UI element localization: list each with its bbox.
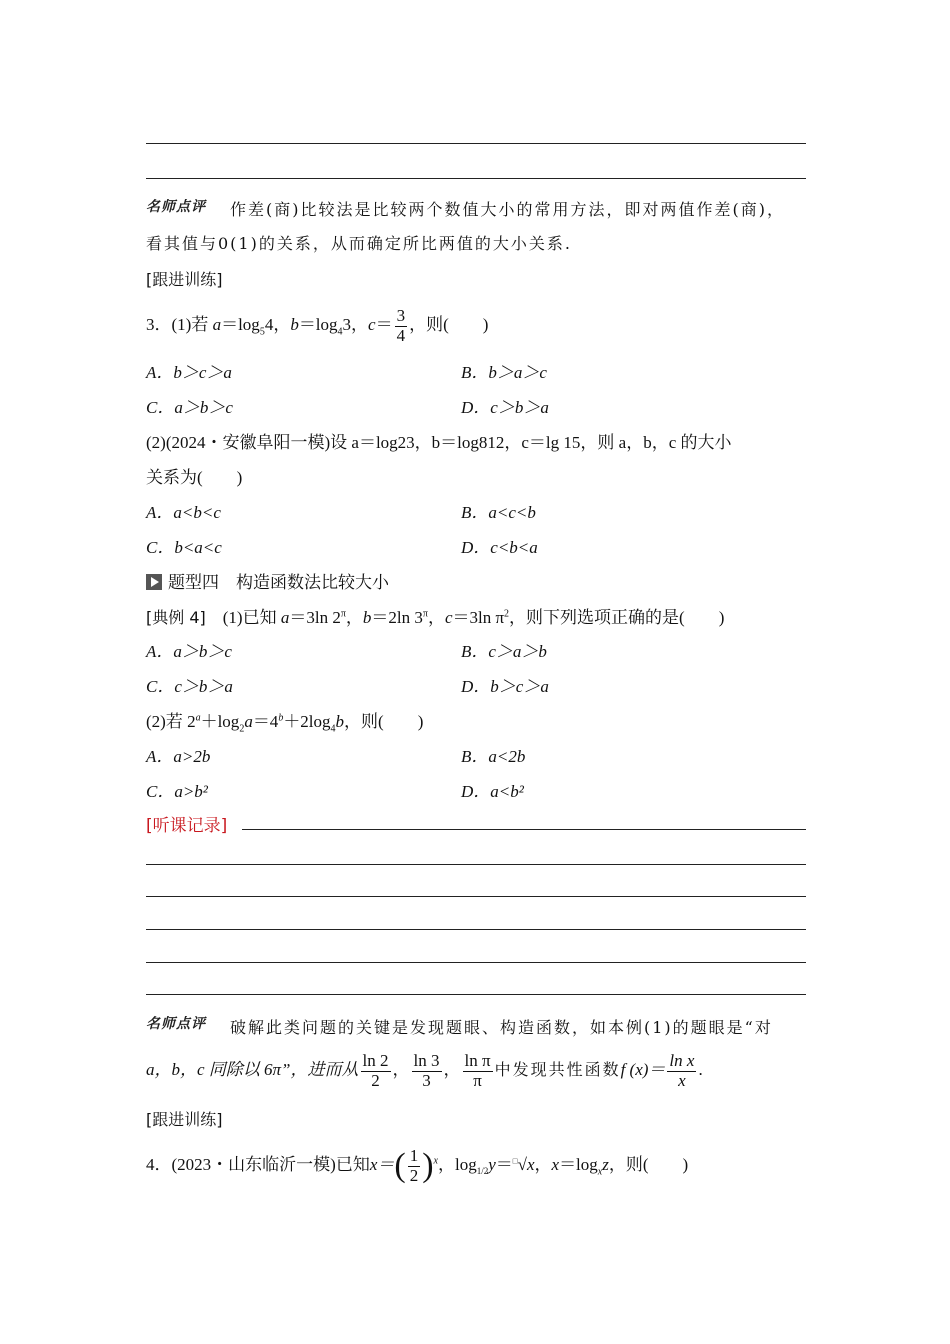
record-line[interactable] [146, 994, 806, 995]
q4-x-eq: x＝ [369, 1155, 395, 1174]
play-triangle-icon [146, 574, 162, 590]
option-d[interactable]: D．c＞b＞a [461, 398, 549, 417]
comment-line-2-prefix: a，b，c 同除以 6π”，进而从 [146, 1060, 359, 1079]
option-c[interactable]: C．a＞b＞c [146, 398, 233, 417]
option-b[interactable]: B．a<2b [461, 747, 526, 766]
q4-suffix: ，则( ) [608, 1155, 689, 1174]
option-b[interactable]: B．a<c<b [461, 503, 536, 522]
option-a[interactable]: A．a>2b [146, 747, 211, 766]
fraction: $\frac{\text{ln π}}{\pi}$ [464, 1050, 491, 1090]
example4-part1: [典例 4] (1)已知 a＝3ln $2^\pi$，b＝2ln $3^\pi$，c＝3ln $\pi^2$，则下列选项正确的是( ) [146, 608, 725, 627]
function-label: f (x)＝ [620, 1060, 666, 1079]
section-title: 题型四 构造函数法比较大小 [168, 573, 389, 593]
fraction: $\frac{\ln 2}{2}$ [362, 1050, 389, 1090]
q3-part2-line2: 关系为( ) [146, 468, 243, 487]
fraction: $\frac{1}{2}$ [409, 1145, 419, 1185]
comment-line-2: a，b，c 同除以 6π”，进而从 $\frac{\ln 2}{2}$ ， $\frac{\ln 3}{3}$ ， $\frac{\text{ln π}}{\pi}$ 中发现共性函数f (x)＝ $\frac{\text{ln x}}{x}$ . [146, 1050, 703, 1090]
fraction: $\frac{3}{4}$ [396, 305, 406, 345]
comment-line-2-mid: 中发现共性函数 [494, 1060, 621, 1079]
record-label: [听课记录] [146, 816, 228, 836]
option-d[interactable]: D．b＞c＞a [461, 677, 549, 696]
q3-part2-line1: (2)(2024・安徽阜阳一模)设 a＝log23，b＝log812，c＝lg 15，则 a，b，c 的大小 [146, 433, 732, 452]
follow-training-label: [跟进训练] [146, 1110, 223, 1129]
record-line[interactable] [146, 962, 806, 963]
comment-line-1: 作差(商)比较法是比较两个数值大小的常用方法，即对两值作差(商)， [230, 200, 785, 219]
answer-line [146, 143, 806, 144]
example4-p1-suffix: ，则下列选项正确的是( ) [509, 608, 725, 627]
fraction: $\frac{\text{ln x}}{x}$ [669, 1050, 695, 1090]
q4-stem: 4．(2023・山东临沂一模)已知x＝( $\frac{1}{2}$ )$^x$，$\log_{1/2}y=^□√x$，$x=\log_xz$，则( ) [146, 1145, 689, 1185]
option-c[interactable]: C．b<a<c [146, 538, 222, 557]
follow-training-label: [跟进训练] [146, 270, 223, 289]
comment-line-1: 破解此类问题的关键是发现题眼、构造函数，如本例(1)的题眼是“对 [230, 1018, 773, 1037]
option-c[interactable]: C．a>b² [146, 782, 208, 801]
option-a[interactable]: A．b＞c＞a [146, 363, 232, 382]
option-b[interactable]: B．c＞a＞b [461, 642, 547, 661]
record-line[interactable] [146, 929, 806, 930]
example-label: [典例 4] [146, 608, 206, 627]
option-a[interactable]: A．a＞b＞c [146, 642, 232, 661]
option-d[interactable]: D．c<b<a [461, 538, 538, 557]
option-b[interactable]: B．b＞a＞c [461, 363, 547, 382]
q3-part1: 3．(1)若 $a=\log_54$，$b=\log_43$，c＝ $\frac{3}{4}$ ，则( ) [146, 305, 489, 345]
option-c[interactable]: C．c＞b＞a [146, 677, 233, 696]
option-a[interactable]: A．a<b<c [146, 503, 221, 522]
comment-badge: 名师点评 [146, 1016, 206, 1032]
example4-p2-suffix: ，则( ) [344, 712, 424, 731]
q3-p1-prefix: (1)若 [171, 315, 209, 334]
comment-badge: 名师点评 [146, 199, 206, 215]
q4-prefix: 4．(2023・山东临沂一模)已知 [146, 1155, 370, 1174]
record-line[interactable] [146, 896, 806, 897]
fraction: $\frac{\ln 3}{3}$ [413, 1050, 440, 1090]
comment-line-2: 看其值与0(1)的关系，从而确定所比两值的大小关系. [146, 234, 572, 253]
example4-part2: (2)若 $2^a+\log_2a=4^b+2\log_4b$，则( ) [146, 712, 424, 735]
q3-p1-suffix: ，则( ) [409, 315, 489, 334]
section-heading [146, 568, 389, 593]
record-line[interactable] [242, 829, 806, 830]
answer-line [146, 178, 806, 179]
option-d[interactable]: D．a<b² [461, 782, 524, 801]
q3-number: 3． [146, 315, 172, 334]
record-line[interactable] [146, 864, 806, 865]
